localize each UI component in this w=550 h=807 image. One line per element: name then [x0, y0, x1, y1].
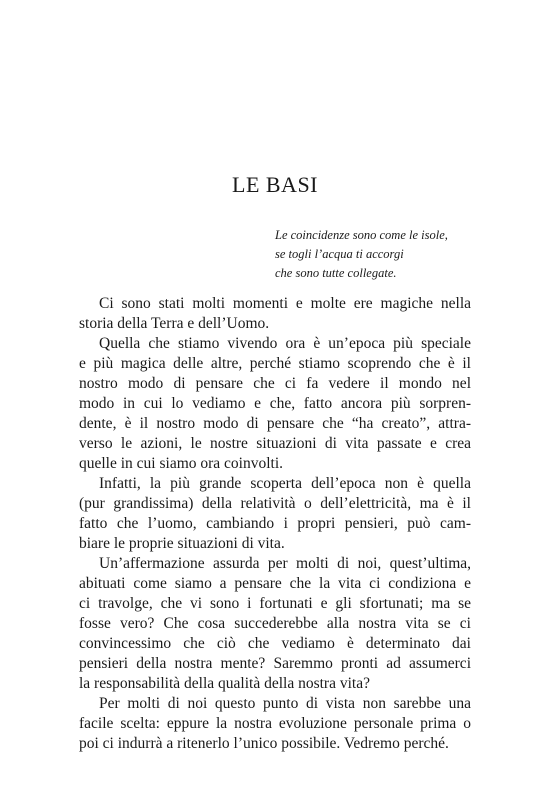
paragraph: [79, 294, 471, 334]
text-line: quelle in cui siamo ora coinvolti.: [79, 455, 284, 472]
text-line: verso le azioni, le nostre situazioni di vita passate e crea: [79, 435, 471, 452]
text-line: dente, è il nostro modo di pensare che “ha creato”, attra-: [79, 415, 471, 432]
text-line: pensieri della nostra mente? Saremmo pronti ad assumerci: [79, 655, 471, 672]
epigraph-line: che sono tutte collegate.: [275, 266, 397, 280]
text-line: modo in cui lo vediamo e che, fatto ancora più sorpren-: [79, 395, 471, 412]
text-line: biare le proprie situazioni di vita.: [79, 535, 285, 552]
text-line: (pur grandissima) della relatività o dell’elettricità, ma è il: [79, 495, 471, 512]
text-line: fatto che l’uomo, cambiando i propri pensieri, può cam-: [79, 515, 471, 532]
text-line: Per molti di noi questo punto di vista non sarebbe una: [99, 695, 471, 712]
text-line: fosse vero? Che cosa succederebbe alla nostra vita se ci: [79, 615, 471, 632]
text-line: Ci sono stati molti momenti e molte ere magiche nella: [99, 295, 471, 312]
text-line: Un’affermazione assurda per molti di noi, quest’ultima,: [99, 555, 471, 572]
body-text: [79, 294, 471, 754]
paragraph: [79, 554, 471, 694]
text-line: Quella che stiamo vivendo ora è un’epoca più speciale: [99, 335, 471, 352]
text-line: e più magica delle altre, perché stiamo scoprendo che è il: [79, 355, 471, 372]
text-line: nostro modo di pensare che ci fa vedere il mondo nel: [79, 375, 471, 392]
paragraph: [79, 694, 471, 754]
epigraph-line: Le coincidenze sono come le isole,: [275, 228, 448, 242]
text-line: facile scelta: eppure la nostra evoluzione personale prima o: [79, 715, 471, 732]
epigraph: [275, 226, 515, 283]
paragraph: [79, 334, 471, 474]
chapter-title: LE BASI: [232, 172, 318, 197]
paragraph: [79, 474, 471, 554]
text-line: storia della Terra e dell’Uomo.: [79, 315, 270, 332]
text-line: poi ci indurrà a ritenerlo l’unico possibile. Vedremo perché.: [79, 735, 449, 752]
text-line: ci travolge, che vi sono i fortunati e gli sfortunati; ma se: [79, 595, 471, 612]
epigraph-line: se togli l’acqua ti accorgi: [275, 247, 404, 261]
text-line: abituati come siamo a pensare che la vita ci condiziona e: [79, 575, 471, 592]
text-line: Infatti, la più grande scoperta dell’epoca non è quella: [99, 475, 471, 492]
text-line: convincessimo che ciò che vediamo è determinato dai: [79, 635, 471, 652]
text-line: la responsabilità della qualità della nostra vita?: [79, 675, 370, 692]
